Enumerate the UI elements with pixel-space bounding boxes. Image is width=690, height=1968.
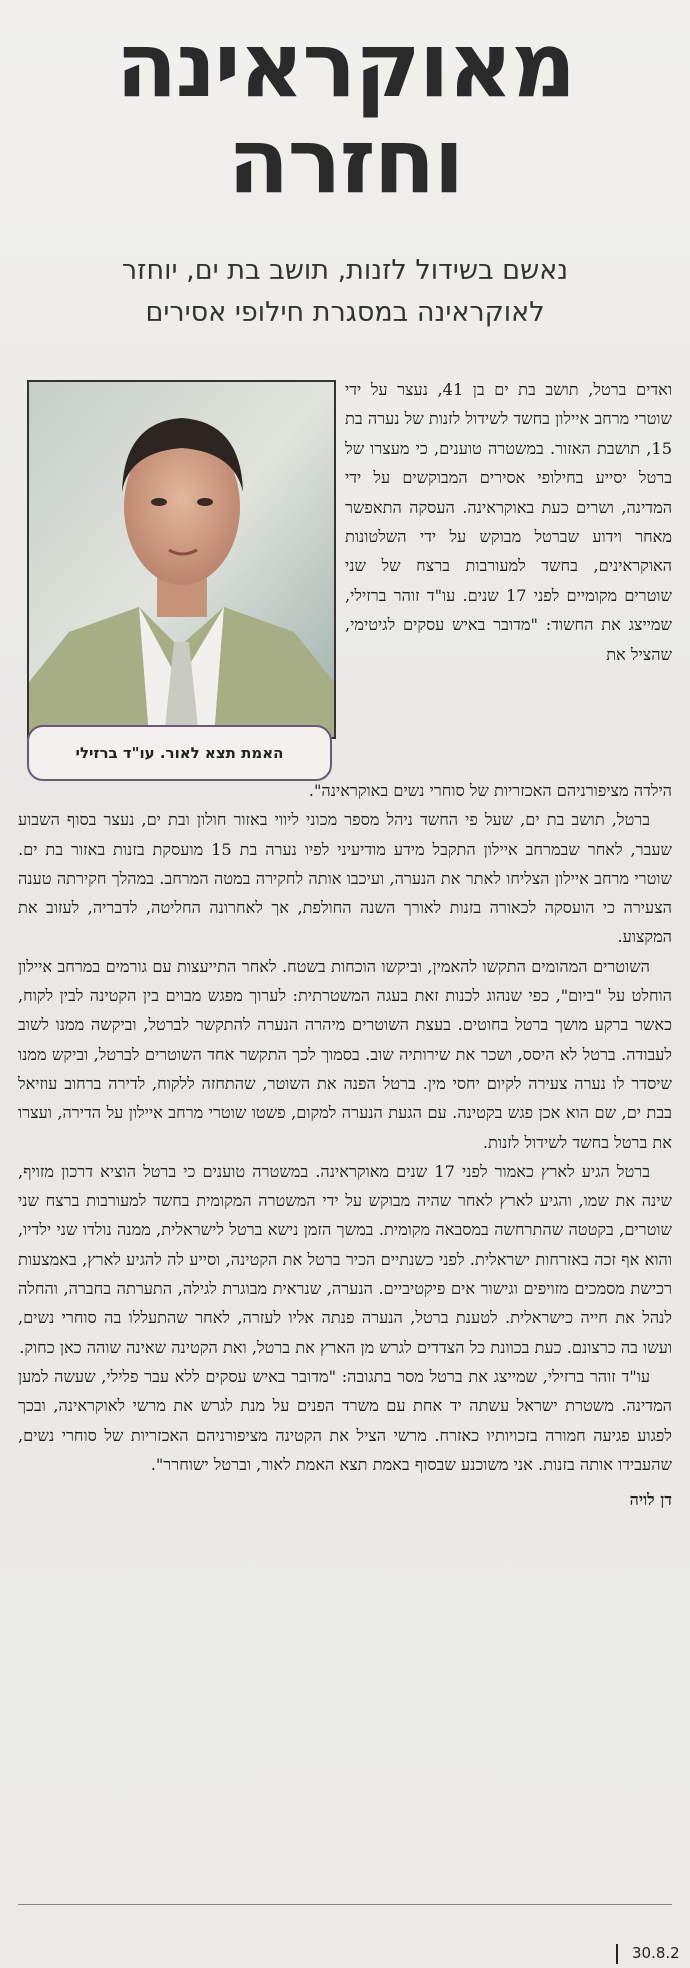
article-paragraph-3: ברטל הגיע לארץ כאמור לפני 17 שנים מאוקראינה. במשטרה טוענים כי ברטל הוציא דרכון מזויף, שינה את שמו, והגיע לארץ לאחר שהיה מבוקש על ידי המשטרה המקומית בחשד למעורבות ברצח שני שוטרים, בקטטה שהתרחשה במסבאה מקומית. במשך הזמן נישא ברטל לישראלית, ממנה נולדו שני ילדיו, והוא אף זכה באזרחות ישראלית. לפני כשנתיים הכיר ברטל את הקטינה, וסייע לה להגיע לארץ, באמצעות רכישת מסמכים מזויפים וגישור אים פיקטיביים. הנערה, שנראית מבוגרת לגילה, התערתה בחברה, והחלה לנהל את חייה כישראלית. לטענת ברטל, הנערה פנתה אליו לעזרה, לאחר שהתעללו בה סוחרי נשים, ועשו בה כרצונם. כעת בכוונת כל הצדדים לגרש מן הארץ את ברטל, ואת הקטינה שאינה שוהה כאן כחוק. <box>18 1161 672 1357</box>
bottom-divider <box>18 1904 672 1905</box>
date-separator <box>616 1944 618 1964</box>
article-paragraph-4: עו"ד זוהר ברזילי, שמייצג את ברטל מסר בתגובה: "מדובר באיש עסקים ללא עבר פלילי, שעשה למען המדינה. משטרת ישראל עשתה יד אחת עם משרד הפנים על מנת לגרש את מרשי לאוקראינה, ובכך לפגוע פגיעה חמורה בזכויותיו כאזרח. מרשי הציל את הקטינה מציפורניהם האכזריות של סוחרי נשים, שהעבידו אותה בזנות. אני משוכנע שבסוף באמת תצא האמת לאור, וברטל ישוחרר". <box>18 1366 672 1474</box>
subhead-line-2: לאוקראינה במסגרת חילופי אסירים <box>145 297 545 328</box>
article-body <box>18 776 672 1514</box>
article-paragraph-2: השוטרים המהומים התקשו להאמין, וביקשו הוכחות בשטח. לאחר התייעצות עם גורמים במרחב איילון הוחלט על "ביום", כפי שנהוג לכנות זאת בעגה המשטרתית: לערוך מפגש מבוים בין הקטינה לבין לקוח, כאשר ברקע מושך ברטל בחוטים. בעצת השוטרים מיהרה הנערה להתקשר לברטל, וביקשה ממנו לשוב לעבודה. ברטל לא היסס, ושכר את שירותיה שוב. בסמוך לכך התקשר אחד השוטרים לברטל, וביקש ממנו שיסדר לו נערה צעירה לקיום יחסי מין. ברטל הפנה את השוטר, שהתחזה ללקוח, לדירה ברחוב עוזיאל בבת ים, שם הוא אכן פגש בקטינה. עם הגעת הנערה למקום, פשטו שוטרי מרחב איילון על הדירה, ועצרו את ברטל בחשד לשידול לזנות. <box>18 956 672 1152</box>
headline-line-2: וחזרה <box>227 109 463 214</box>
portrait-illustration <box>29 382 334 737</box>
subheadline <box>20 250 670 334</box>
headline-line-1: מאוקראינה <box>115 13 575 118</box>
portrait-photo <box>27 380 336 739</box>
author-signature: דן לויה <box>629 1490 672 1510</box>
article-intro-continuation: הילדה מציפורניהם האכזריות של סוחרי נשים באוקראינה". <box>308 781 672 800</box>
article-intro-column <box>345 375 672 669</box>
subhead-line-1: נאשם בשידול לזנות, תושב בת ים, יוחזר <box>121 255 569 286</box>
article-intro: ואדים ברטל, תושב בת ים בן 41, נעצר על ידי שוטרי מרחב איילון בחשד לשידול לזנות של נערה בת 15, תושבת האזור. במשטרה טוענים, כי מעצרו של ברטל יסייע בחילופי אסירים המבוקשים על ידי המדינה, ושרים כעת באוקראינה. העסקה התאפשר מאחר וידוע שברטל מבוקש על ידי השלטונות האוקראינים, בחשד למעורבות ברצח של שני שוטרים מקומיים לפני 17 שנים. עו"ד זוהר ברזילי, שמייצג את החשוד: "מדובר באיש עסקים לגיטימי, שהציל את <box>345 380 672 664</box>
publication-date: 30.8.2 <box>632 1944 680 1962</box>
headline <box>0 13 690 214</box>
article-paragraph-1: ברטל, תושב בת ים, שעל פי החשד ניהל מספר מכוני ליווי באזור חולון ובת ים, נעצר בסוף השבוע שעבר, לאחר שבמרחב איילון התקבל מידע מודיעיני לפיו נערה בת 15 מועסקת בזנות באזור בת ים. שוטרי מרחב איילון הצליחו לאתר את הנערה, ועיכבו אותה לחקירה במטה המרחב. במהלך חקירתה טענה הצעירה כי הועסקה לכאורה בזנות לאורך השנה החולפת, אך לאחרונה החליטה, לדבריה, לעזוב את המקצוע. <box>18 810 672 947</box>
photo-caption: האמת תצא לאור. עו"ד ברזילי <box>27 725 332 781</box>
